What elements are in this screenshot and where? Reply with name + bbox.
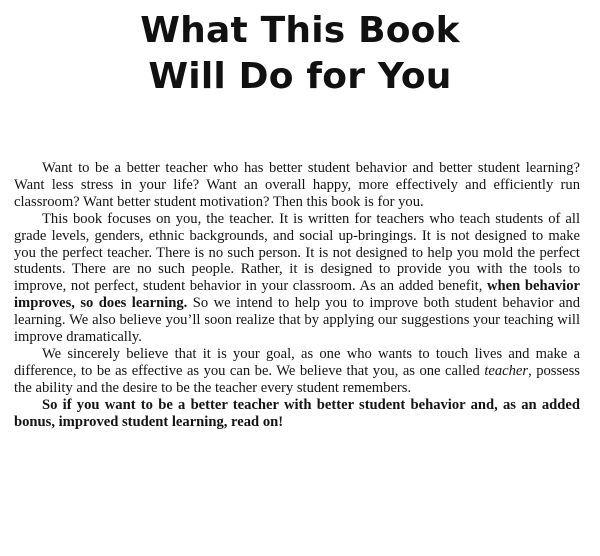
paragraph-2-text-b: So we intend to help you to improve both student behavior and learning. We also believe you’ll soon realize that by applying our suggestions your teaching will improve dramatically. [14,295,580,346]
title-line-2: Will Do for You [148,56,452,97]
title-line-1: What This Book [140,10,460,51]
paragraph-4: So if you want to be a better teacher with better student behavior and, as an added bonus, improved student learning, read on! [14,396,580,430]
paragraph-3-text-a: We sincerely believe that it is your goal, as one who wants to touch lives and make a difference, to be as effective as you can be. We believe that you, as one called [14,345,580,379]
paragraph-2-bold-text: when behavior improves, so does learning. [14,278,580,312]
paragraph-2-text-a: This book focuses on you, the teacher. It is written for teachers who teach students of all grade levels, genders, ethnic backgrounds, and social up-bringings. It is not designed to make you the perfect teacher. There is no such person. It is not designed to help you mold the perfect students. There are no such people. Rather, it is designed to provide you with the tools to improve, not perfect, student behavior in your classroom. As an added benefit, [14,210,580,295]
paragraph-1: Want to be a better teacher who has better student behavior and better student learning? Want less stress in your life? Want an overall happy, more effectively and efficiently run classroom? Want better student motivation? Then this book is for you. [14,160,580,210]
paragraph-2 [14,211,580,346]
paragraph-3-text-b: , possess the ability and the desire to be the teacher every student remembers. [14,362,580,396]
body-text [14,160,580,431]
paragraph-3 [14,346,580,397]
paragraph-3-italic-text: teacher [484,362,529,379]
page-title [0,8,600,100]
